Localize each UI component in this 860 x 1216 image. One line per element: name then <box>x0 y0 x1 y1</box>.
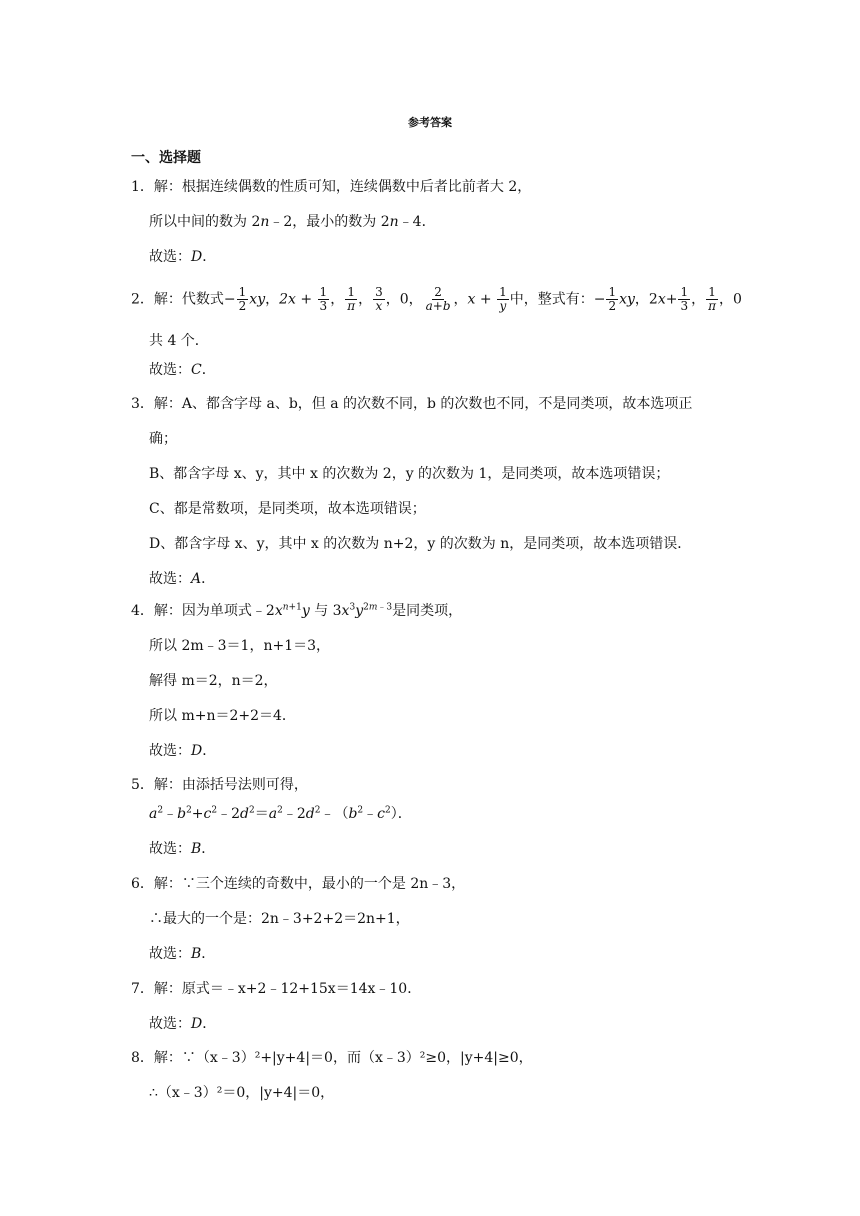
q2-answer: 故选：C． <box>149 362 216 378</box>
q8-line1: 8．解：∵（x﹣3）²+|y+4|＝0，而（x﹣3）²≥0，|y+4|≥0， <box>131 1050 533 1066</box>
q5-line1: 5．解：由添括号法则可得， <box>131 777 308 793</box>
q8-line2: ∴（x﹣3）²＝0，|y+4|＝0， <box>149 1085 335 1101</box>
q4-line2: 所以 2m﹣3＝1，n+1＝3， <box>149 638 331 654</box>
q6-line2: ∴最大的一个是：2n﹣3+2+2＝2n+1， <box>149 911 410 927</box>
q1-answer: 故选：D． <box>149 249 217 265</box>
q2-line2: 共 4 个． <box>149 333 209 349</box>
q3-line2: 确； <box>149 431 177 447</box>
q3-line4: C、都是常数项，是同类项，故本选项错误； <box>149 501 426 517</box>
page-title: 参考答案 <box>408 116 452 129</box>
q4-line4: 所以 m+n＝2+2＝4． <box>149 708 296 724</box>
q3-line5: D、都含字母 x、y，其中 x 的次数为 n+2，y 的次数为 n，是同类项，故本选项错误． <box>149 536 692 552</box>
q4-answer: 故选：D． <box>149 743 217 759</box>
q7-answer: 故选：D． <box>149 1016 217 1032</box>
q6-answer: 故选：B． <box>149 946 216 962</box>
q1-line2: 所以中间的数为 2n﹣2，最小的数为 2n﹣4． <box>149 214 436 230</box>
q2-line1: 2．解：代数式− $\frac{1}{2}$ xy，2x + $\frac{1}{3}$ ， $\frac{1}{\pi}$ ， $\frac{3}{x}$ ，0， $\frac{2}{a+b}$ ，x + $\frac{1}{y}$ 中，整式有：− $\frac{1}{2}$ xy，2x+ $\frac{1}{3}$ ， $\frac{1}{\pi}$ ，0 <box>131 285 742 313</box>
q5-line2: $a^2﹣b^2+c^2﹣2d^2=a^2﹣2d^2﹣(b^2﹣c^2)$． <box>149 805 412 822</box>
q3-line1: 3．解：A、都含字母 a、b，但 a 的次数不同，b 的次数也不同，不是同类项，故本选项正 <box>131 396 693 412</box>
q6-line1: 6．解：∵三个连续的奇数中，最小的一个是 2n﹣3， <box>131 876 466 892</box>
q5-answer: 故选：B． <box>149 841 216 857</box>
q4-line3: 解得 m＝2，n＝2， <box>149 673 278 689</box>
q7-line1: 7．解：原式＝﹣x+2﹣12+15x＝14x﹣10． <box>131 981 422 997</box>
q4-line1: 4．解：因为单项式$﹣2x^{n+1}y$ 与 $3x^3y^{2m﹣3}$是同类项， <box>131 602 463 619</box>
q1-line1: 1．解：根据连续偶数的性质可知，连续偶数中后者比前者大 2， <box>131 179 532 195</box>
section-heading: 一、选择题 <box>131 150 201 166</box>
q3-line3: B、都含字母 x、y，其中 x 的次数为 2，y 的次数为 1，是同类项，故本选项错误； <box>149 466 670 482</box>
q3-answer: 故选：A． <box>149 571 216 587</box>
